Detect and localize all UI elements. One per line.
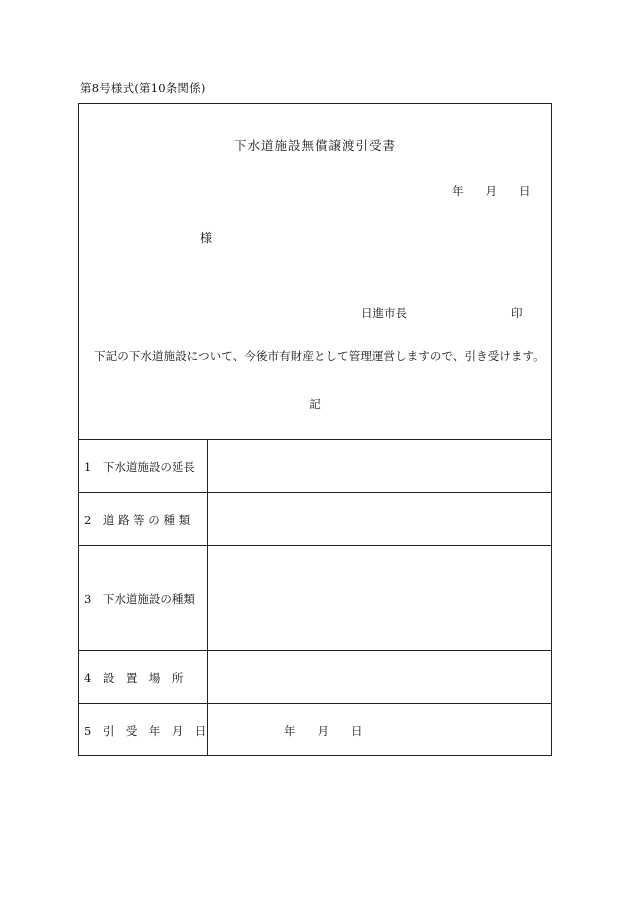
date-day: 日 (519, 184, 531, 198)
issuer-name: 日進市長 (361, 306, 407, 320)
ki-heading: 記 (309, 397, 321, 411)
form-number: 第8号様式(第10条関係) (80, 81, 206, 95)
acceptance-year: 年 (284, 724, 296, 738)
acceptance-month: 月 (317, 724, 329, 738)
document-title: 下水道施設無償譲渡引受書 (233, 138, 396, 153)
table-column-divider (207, 439, 208, 756)
table-row-divider (78, 650, 552, 651)
row-label-sewer-type: 3 下水道施設の種類 (84, 592, 195, 606)
table-row-divider (78, 492, 552, 493)
table-row-divider (78, 545, 552, 546)
acceptance-date-value (284, 723, 363, 739)
table-top-line (78, 439, 552, 440)
form-frame (78, 103, 552, 756)
addressee-suffix: 様 (200, 231, 213, 245)
date-year: 年 (452, 184, 464, 198)
body-text: 下記の下水道施設について、今後市有財産として管理運営しますので、引き受けます。 (94, 349, 545, 363)
row-label-location: 4 設 置 場 所 (84, 671, 184, 685)
row-label-sewer-length: 1 下水道施設の延長 (84, 460, 195, 474)
row-label-road-type: 2 道 路 等 の 種 類 (84, 513, 191, 527)
date-line (452, 183, 531, 199)
table-row-divider (78, 703, 552, 704)
row-label-acceptance-date: 5 引 受 年 月 日 (84, 724, 207, 738)
seal-mark: 印 (511, 306, 523, 320)
acceptance-day: 日 (351, 724, 363, 738)
date-month: 月 (485, 184, 497, 198)
